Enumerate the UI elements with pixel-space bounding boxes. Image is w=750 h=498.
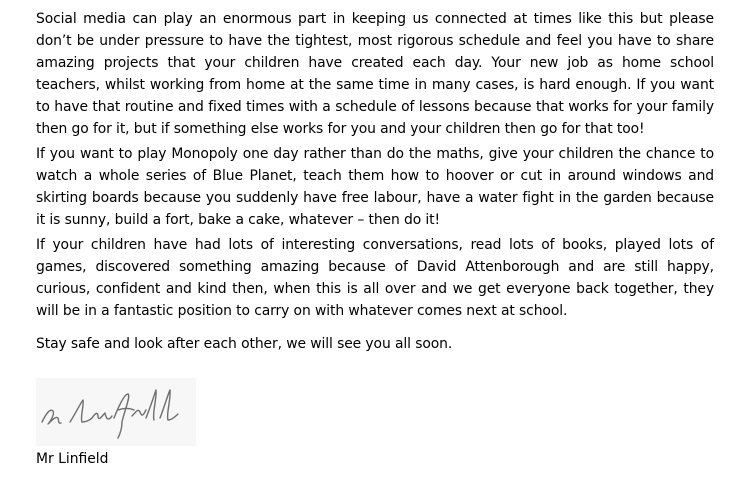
paragraph-children-conversations: If your children have had lots of interesting conversations, read lots of books, played lots of games, discovered something amazing because of David Attenborough and are still happy, curious, confident and kind then, when this is all over and we get everyone back together, they will be in a fantastic position to carry on with whatever comes next at school. bbox=[36, 237, 714, 319]
paragraph-monopoly: If you want to play Monopoly one day rather than do the maths, give your children the chance to watch a whole series of Blue Planet, teach them how to hoover or cut in around windows and skirting boards because you suddenly have free labour, have a water fight in the garden because it is sunny, build a fort, bake a cake, whatever – then do it! bbox=[36, 146, 714, 228]
signature-name: Mr Linfield bbox=[36, 451, 109, 467]
paragraph-stay-safe: Stay safe and look after each other, we will see you all soon. bbox=[36, 336, 453, 352]
paragraph-social-media: Social media can play an enormous part in keeping us connected at times like this but please don’t be under pressure to have the tightest, most rigorous schedule and feel you have to share amazing projects that your children have created each day. Your new job as home school teachers, whilst working from home at the same time in many cases, is hard enough. If you want to have that routine and fixed times with a schedule of lessons because that works for your family then go for it, but if something else works for you and your children then go for that too! bbox=[36, 11, 714, 137]
handwritten-signature-icon bbox=[36, 378, 196, 446]
signature-scribble bbox=[36, 378, 196, 446]
